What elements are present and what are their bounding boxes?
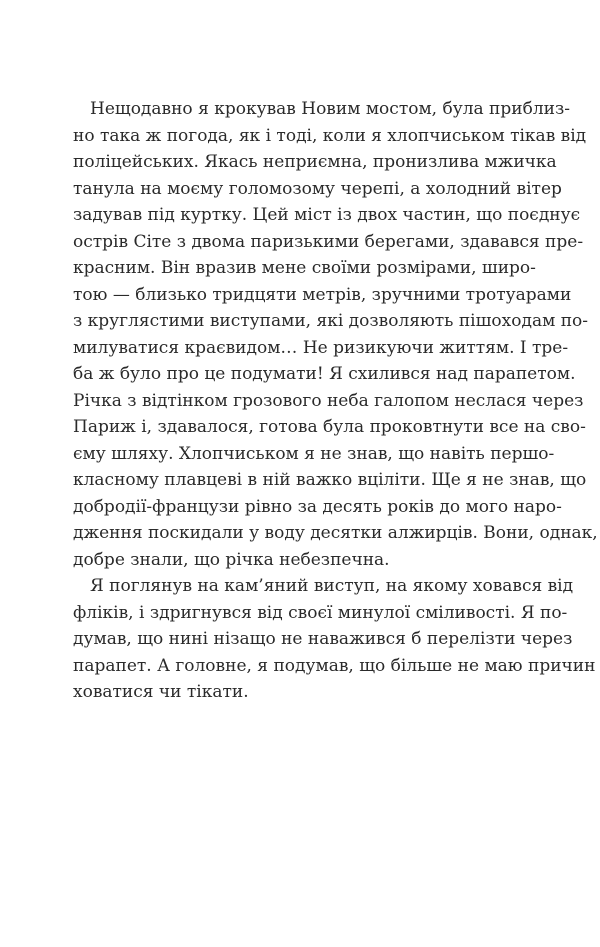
text-line: поліцейських. Якась неприємна, пронизлива мжичка [73, 152, 557, 172]
text-line: острів Сіте з двома паризькими берегами, здавався пре- [73, 231, 584, 252]
text-line: фліків, і здригнувся від своєї минулої сміливості. Я по- [73, 602, 568, 623]
text-line: тою — близько тридцяти метрів, зручними тротуарами [73, 284, 572, 305]
text-line: ховатися чи тікати. [73, 682, 249, 702]
paragraph [73, 573, 596, 706]
paragraph [73, 96, 598, 573]
text-line: но така ж погода, як і тоді, коли я хлопчиськом тікав від [73, 125, 587, 146]
book-page [73, 96, 598, 706]
text-line: Нещодавно я крокував Новим мостом, була приблиз- [90, 99, 570, 119]
text-line: танула на моєму голомозому черепі, а холодний вітер [73, 178, 562, 199]
text-line: добре знали, що річка небезпечна. [73, 549, 390, 570]
text-line: єму шляху. Хлопчиськом я не знав, що навіть першо- [73, 443, 555, 464]
text-line: милуватися краєвидом… Не ризикуючи життям. І тре- [73, 337, 569, 358]
text-line: добродії-французи рівно за десять років до мого наро- [73, 496, 562, 517]
text-line: дження поскидали у воду десятки алжирців. Вони, однак, [73, 523, 598, 543]
text-line: красним. Він вразив мене своїми розмірами, широ- [73, 258, 536, 278]
text-line: класному плавцеві в ній важко вціліти. Ще я не знав, що [73, 470, 587, 490]
text-line: Річка з відтінком грозового неба галопом неслася через [73, 390, 584, 411]
text-line: задував під куртку. Цей міст із двох частин, що поєднує [73, 205, 581, 225]
text-line: думав, що нині нізащо не наважився б перелізти через [73, 629, 573, 649]
text-line: Я поглянув на кам’яний виступ, на якому ховався від [90, 576, 574, 596]
text-line: Париж і, здавалося, готова була проковтнути все на сво- [73, 417, 586, 437]
text-line: ба ж було про це подумати! Я схилився над парапетом. [73, 364, 576, 384]
text-line: парапет. А головне, я подумав, що більше не маю причин [73, 655, 596, 676]
text-line: з круглястими виступами, які дозволяють пішоходам по- [73, 311, 589, 331]
